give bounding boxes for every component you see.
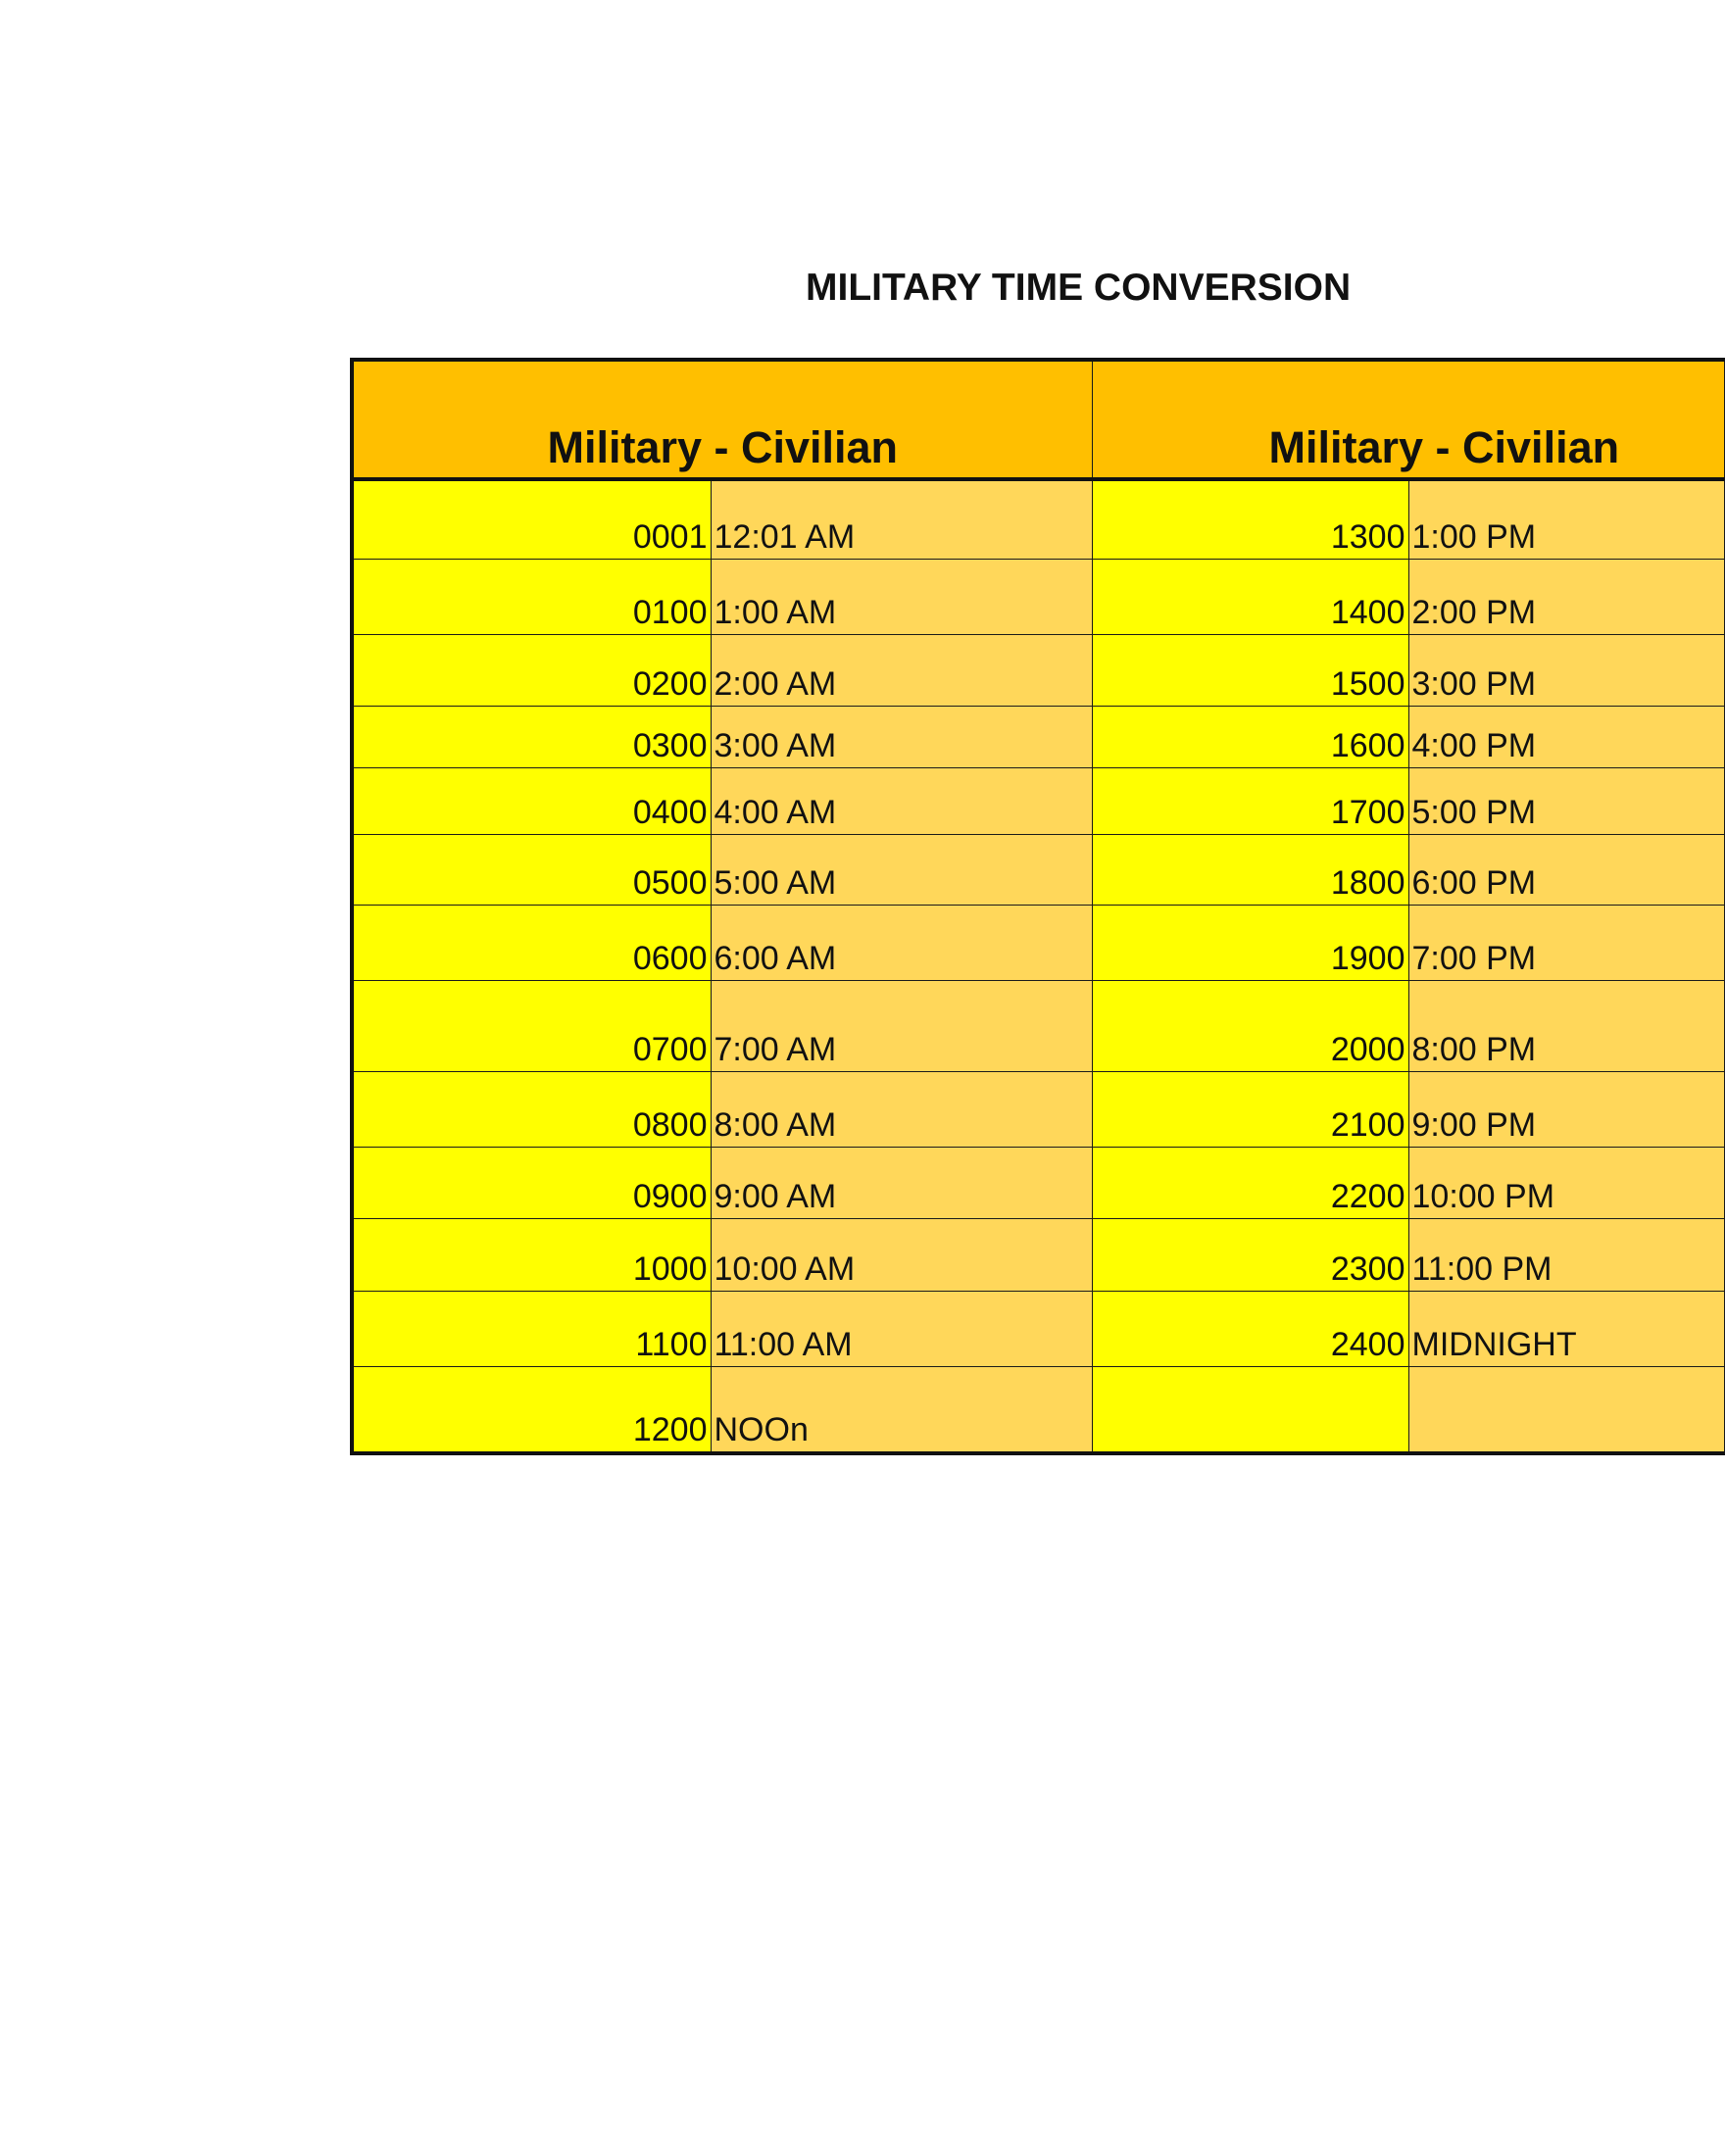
civilian-time-cell: 4:00 AM xyxy=(711,767,1092,834)
military-time-cell: 0500 xyxy=(352,834,711,905)
military-time-cell-pm: 1500 xyxy=(1092,634,1408,706)
military-time-cell-pm: 1700 xyxy=(1092,767,1408,834)
table-row xyxy=(352,905,1724,980)
military-time-cell: 1200 xyxy=(352,1366,711,1453)
table-row xyxy=(352,1147,1724,1218)
civilian-time-cell-pm: 7:00 PM xyxy=(1408,905,1724,980)
military-time-cell: 0400 xyxy=(352,767,711,834)
conversion-table xyxy=(350,358,1725,1455)
civilian-time-cell: 6:00 AM xyxy=(711,905,1092,980)
conversion-table-viewport xyxy=(350,358,1620,1455)
military-time-cell-pm xyxy=(1092,1366,1408,1453)
civilian-time-cell-pm: 3:00 PM xyxy=(1408,634,1724,706)
military-time-cell: 0100 xyxy=(352,559,711,634)
military-time-cell: 0300 xyxy=(352,706,711,767)
table-row xyxy=(352,479,1724,559)
military-time-cell: 0900 xyxy=(352,1147,711,1218)
civilian-time-cell-pm: 2:00 PM xyxy=(1408,559,1724,634)
military-time-cell: 0600 xyxy=(352,905,711,980)
military-time-cell: 0001 xyxy=(352,479,711,559)
civilian-time-cell: 11:00 AM xyxy=(711,1291,1092,1366)
military-time-cell-pm: 2000 xyxy=(1092,980,1408,1071)
military-time-cell: 0200 xyxy=(352,634,711,706)
table-row xyxy=(352,634,1724,706)
civilian-time-cell-pm: 4:00 PM xyxy=(1408,706,1724,767)
table-row xyxy=(352,1366,1724,1453)
header-row xyxy=(352,360,1724,479)
military-time-cell: 0800 xyxy=(352,1071,711,1147)
civilian-time-cell-pm: 11:00 PM xyxy=(1408,1218,1724,1291)
table-row xyxy=(352,767,1724,834)
civilian-time-cell-pm xyxy=(1408,1366,1724,1453)
civilian-time-cell-pm: 8:00 PM xyxy=(1408,980,1724,1071)
header-military-civilian-right: Military - Civilian xyxy=(1092,360,1724,479)
military-time-cell: 1000 xyxy=(352,1218,711,1291)
civilian-time-cell: 2:00 AM xyxy=(711,634,1092,706)
military-time-cell-pm: 2200 xyxy=(1092,1147,1408,1218)
military-time-cell-pm: 1600 xyxy=(1092,706,1408,767)
table-row xyxy=(352,559,1724,634)
civilian-time-cell: 3:00 AM xyxy=(711,706,1092,767)
table-row xyxy=(352,1071,1724,1147)
civilian-time-cell: NOOn xyxy=(711,1366,1092,1453)
military-time-cell-pm: 1900 xyxy=(1092,905,1408,980)
civilian-time-cell: 10:00 AM xyxy=(711,1218,1092,1291)
civilian-time-cell-pm: 6:00 PM xyxy=(1408,834,1724,905)
header-military-civilian-left: Military - Civilian xyxy=(352,360,1092,479)
civilian-time-cell: 8:00 AM xyxy=(711,1071,1092,1147)
table-row xyxy=(352,1291,1724,1366)
table-row xyxy=(352,1218,1724,1291)
civilian-time-cell: 5:00 AM xyxy=(711,834,1092,905)
civilian-time-cell-pm: 10:00 PM xyxy=(1408,1147,1724,1218)
military-time-cell-pm: 2300 xyxy=(1092,1218,1408,1291)
military-time-cell-pm: 1400 xyxy=(1092,559,1408,634)
civilian-time-cell: 12:01 AM xyxy=(711,479,1092,559)
military-time-cell: 0700 xyxy=(352,980,711,1071)
table-row xyxy=(352,834,1724,905)
page-title: MILITARY TIME CONVERSION xyxy=(806,267,1352,309)
civilian-time-cell: 7:00 AM xyxy=(711,980,1092,1071)
military-time-cell-pm: 2400 xyxy=(1092,1291,1408,1366)
civilian-time-cell-pm: 1:00 PM xyxy=(1408,479,1724,559)
military-time-cell: 1100 xyxy=(352,1291,711,1366)
military-time-cell-pm: 1800 xyxy=(1092,834,1408,905)
civilian-time-cell-pm: 9:00 PM xyxy=(1408,1071,1724,1147)
table-row xyxy=(352,980,1724,1071)
military-time-cell-pm: 1300 xyxy=(1092,479,1408,559)
civilian-time-cell: 9:00 AM xyxy=(711,1147,1092,1218)
military-time-cell-pm: 2100 xyxy=(1092,1071,1408,1147)
civilian-time-cell-pm: 5:00 PM xyxy=(1408,767,1724,834)
civilian-time-cell: 1:00 AM xyxy=(711,559,1092,634)
table-row xyxy=(352,706,1724,767)
civilian-time-cell-pm: MIDNIGHT xyxy=(1408,1291,1724,1366)
